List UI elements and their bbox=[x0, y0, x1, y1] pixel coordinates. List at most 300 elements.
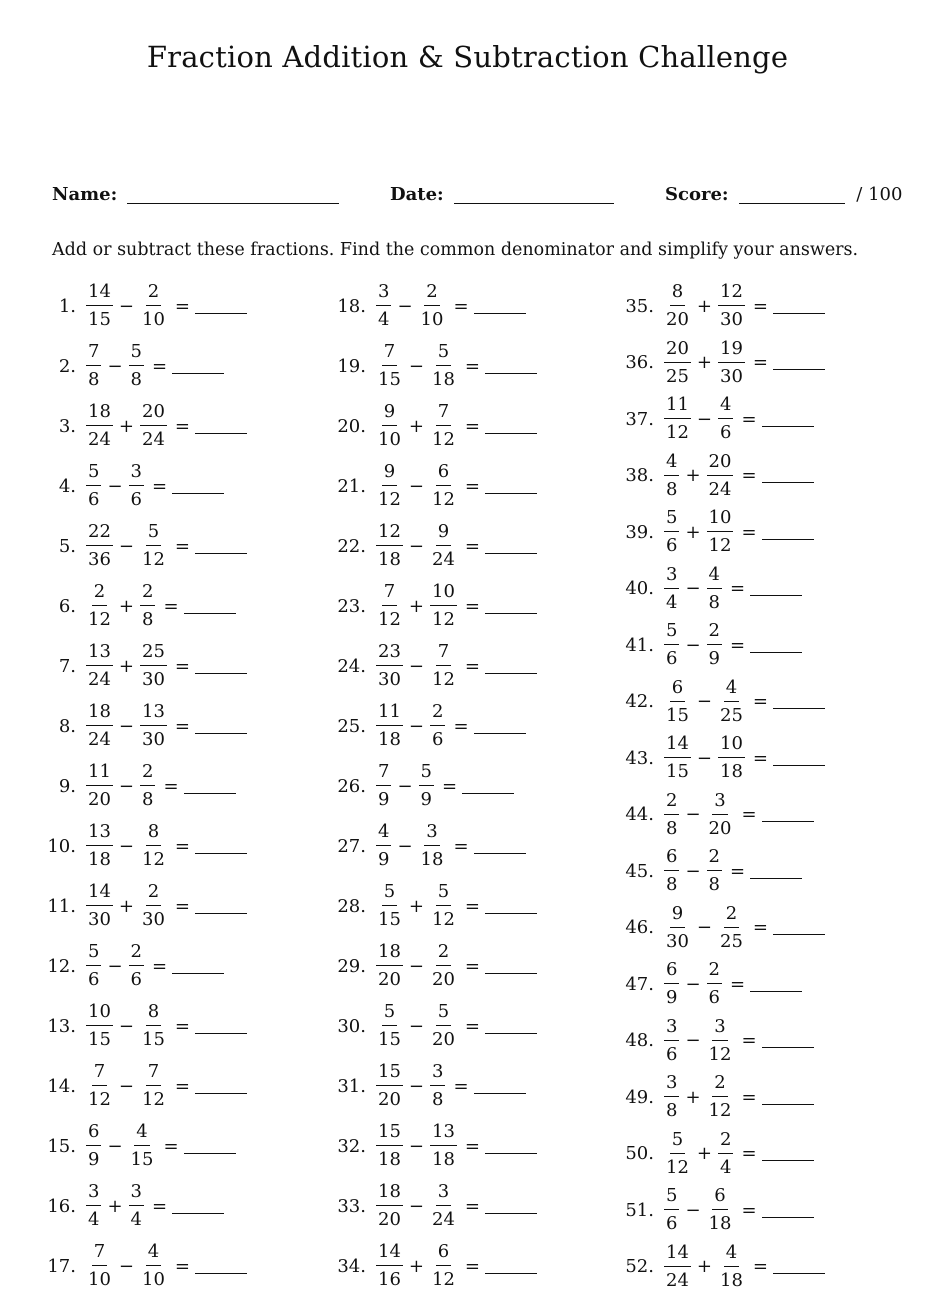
denominator: 12 bbox=[666, 1156, 689, 1178]
denominator: 10 bbox=[378, 429, 401, 450]
fraction bbox=[86, 763, 113, 809]
problem-item bbox=[320, 338, 537, 394]
problem-number: 14. bbox=[47, 1075, 76, 1097]
numerator: 14 bbox=[86, 283, 113, 306]
problem-item bbox=[320, 998, 537, 1054]
denominator: 20 bbox=[88, 789, 111, 810]
denominator: 8 bbox=[130, 369, 142, 390]
denominator: 20 bbox=[378, 969, 401, 990]
answer-blank[interactable] bbox=[485, 1019, 537, 1034]
operator: − bbox=[118, 775, 134, 797]
fraction bbox=[86, 1063, 113, 1109]
answer-blank[interactable] bbox=[762, 525, 814, 540]
denominator: 9 bbox=[708, 648, 720, 669]
problem-number: 7. bbox=[58, 655, 76, 677]
answer-blank[interactable] bbox=[172, 959, 224, 974]
operator: − bbox=[107, 355, 123, 377]
operator: − bbox=[685, 1030, 701, 1051]
operator: − bbox=[685, 634, 701, 656]
fraction bbox=[664, 622, 679, 668]
answer-blank[interactable] bbox=[172, 479, 224, 494]
problem-number: 43. bbox=[625, 747, 654, 769]
answer-blank[interactable] bbox=[773, 920, 825, 935]
denominator: 8 bbox=[88, 369, 100, 390]
denominator: 12 bbox=[142, 849, 165, 870]
denominator: 15 bbox=[378, 1029, 401, 1050]
numerator: 2 bbox=[129, 943, 144, 966]
answer-blank[interactable] bbox=[485, 539, 537, 554]
operator: − bbox=[685, 973, 701, 995]
operator: + bbox=[118, 415, 134, 437]
numerator: 9 bbox=[382, 463, 397, 486]
denominator: 4 bbox=[378, 309, 390, 330]
operator: − bbox=[118, 295, 134, 317]
operator: − bbox=[408, 955, 424, 977]
answer-blank[interactable] bbox=[773, 694, 825, 709]
operator: + bbox=[118, 895, 134, 917]
name-line[interactable] bbox=[127, 185, 339, 204]
operator: − bbox=[408, 1075, 424, 1097]
equals-sign: = bbox=[152, 475, 168, 497]
answer-blank[interactable] bbox=[184, 779, 236, 794]
denominator: 10 bbox=[142, 309, 165, 330]
answer-blank[interactable] bbox=[485, 1199, 537, 1214]
answer-blank[interactable] bbox=[762, 807, 814, 822]
problem-item bbox=[608, 617, 802, 673]
operator: − bbox=[397, 295, 413, 317]
problem-number: 45. bbox=[625, 860, 654, 882]
operator: + bbox=[685, 521, 701, 543]
answer-blank[interactable] bbox=[762, 1090, 814, 1105]
operator: − bbox=[408, 715, 424, 737]
operator: + bbox=[696, 1143, 712, 1164]
operator: − bbox=[408, 535, 424, 557]
fraction bbox=[664, 1015, 679, 1065]
numerator: 2 bbox=[140, 583, 155, 606]
problem-item bbox=[608, 1126, 814, 1182]
problem-item bbox=[30, 998, 247, 1054]
equals-sign: = bbox=[730, 973, 746, 995]
answer-blank[interactable] bbox=[762, 412, 814, 427]
numerator: 2 bbox=[664, 792, 679, 815]
problem-number: 29. bbox=[337, 955, 366, 977]
denominator: 24 bbox=[708, 478, 732, 500]
answer-blank[interactable] bbox=[485, 419, 537, 434]
denominator: 24 bbox=[142, 429, 165, 450]
fraction bbox=[718, 337, 745, 387]
fraction bbox=[707, 789, 734, 839]
numerator: 5 bbox=[436, 343, 451, 366]
equals-sign: = bbox=[442, 775, 458, 797]
equals-sign: = bbox=[174, 1015, 190, 1037]
answer-blank[interactable] bbox=[750, 977, 802, 992]
numerator: 3 bbox=[664, 1018, 679, 1041]
numerator: 5 bbox=[436, 883, 451, 906]
equals-sign: = bbox=[464, 535, 480, 557]
problem-item bbox=[320, 758, 514, 814]
problem-number: 27. bbox=[337, 835, 366, 857]
answer-blank[interactable] bbox=[462, 779, 514, 794]
denominator: 15 bbox=[88, 309, 111, 330]
fraction bbox=[664, 283, 691, 329]
fraction bbox=[376, 1243, 403, 1289]
operator: + bbox=[696, 352, 712, 373]
equals-sign: = bbox=[741, 1086, 757, 1108]
denominator: 20 bbox=[708, 817, 732, 839]
fraction bbox=[376, 763, 391, 809]
equals-sign: = bbox=[174, 415, 190, 437]
answer-blank[interactable] bbox=[762, 1203, 814, 1218]
problem-number: 12. bbox=[47, 955, 76, 977]
fraction bbox=[430, 943, 457, 989]
answer-blank[interactable] bbox=[184, 599, 236, 614]
operator: + bbox=[118, 655, 134, 677]
answer-blank[interactable] bbox=[195, 419, 247, 434]
problem-item bbox=[608, 335, 825, 391]
denominator: 18 bbox=[708, 1213, 732, 1234]
answer-blank[interactable] bbox=[195, 1019, 247, 1034]
numerator: 6 bbox=[664, 848, 679, 871]
problem-item bbox=[320, 1058, 526, 1114]
denominator: 9 bbox=[420, 789, 432, 810]
equals-sign: = bbox=[741, 465, 757, 486]
operator: − bbox=[685, 860, 701, 882]
fraction bbox=[707, 1074, 734, 1120]
numerator: 5 bbox=[664, 509, 679, 532]
problem-number: 50. bbox=[625, 1143, 654, 1164]
equals-sign: = bbox=[453, 295, 469, 317]
numerator: 7 bbox=[376, 763, 391, 786]
equals-sign: = bbox=[741, 804, 757, 825]
answer-blank[interactable] bbox=[773, 355, 825, 370]
problem-number: 32. bbox=[337, 1135, 366, 1157]
date-field[interactable] bbox=[390, 184, 614, 205]
numerator: 15 bbox=[376, 1063, 403, 1086]
answer-blank[interactable] bbox=[773, 299, 825, 314]
problem-item bbox=[30, 1238, 247, 1294]
numerator: 5 bbox=[436, 1003, 451, 1026]
numerator: 10 bbox=[430, 583, 457, 606]
fraction bbox=[430, 523, 457, 569]
fraction bbox=[86, 283, 113, 329]
problem-item bbox=[608, 1069, 814, 1125]
denominator: 4 bbox=[720, 1156, 732, 1178]
denominator: 6 bbox=[432, 729, 444, 750]
problem-item bbox=[320, 1178, 537, 1234]
problem-number: 38. bbox=[625, 465, 654, 486]
problem-number: 22. bbox=[337, 535, 366, 557]
equals-sign: = bbox=[741, 1030, 757, 1051]
denominator: 10 bbox=[420, 309, 444, 330]
equals-sign: = bbox=[464, 415, 480, 437]
problem-number: 16. bbox=[47, 1195, 76, 1217]
denominator: 6 bbox=[666, 1213, 678, 1234]
problem-number: 37. bbox=[625, 408, 654, 430]
problem-number: 11. bbox=[47, 895, 76, 917]
denominator: 30 bbox=[720, 309, 743, 330]
numerator: 18 bbox=[376, 943, 403, 966]
answer-blank[interactable] bbox=[184, 1139, 236, 1154]
operator: − bbox=[408, 475, 424, 497]
equals-sign: = bbox=[464, 1015, 480, 1037]
denominator: 12 bbox=[708, 1043, 732, 1065]
denominator: 30 bbox=[88, 909, 111, 930]
problem-item bbox=[30, 758, 236, 814]
equals-sign: = bbox=[730, 860, 746, 882]
denominator: 8 bbox=[708, 874, 720, 895]
problem-number: 4. bbox=[58, 475, 76, 497]
numerator: 8 bbox=[146, 823, 161, 846]
numerator: 7 bbox=[382, 583, 397, 606]
fraction bbox=[419, 763, 434, 809]
numerator: 6 bbox=[86, 1123, 101, 1146]
fraction bbox=[376, 1063, 403, 1109]
answer-blank[interactable] bbox=[750, 581, 802, 596]
problem-number: 25. bbox=[337, 715, 366, 737]
denominator: 15 bbox=[378, 909, 401, 930]
fraction bbox=[664, 1128, 691, 1178]
numerator: 2 bbox=[724, 905, 739, 928]
numerator: 9 bbox=[436, 523, 451, 546]
instructions: Add or subtract these fractions. Find the common denominator and simplify your answers. bbox=[52, 240, 859, 260]
numerator: 3 bbox=[376, 283, 391, 306]
denominator: 12 bbox=[708, 1100, 732, 1121]
answer-blank[interactable] bbox=[485, 479, 537, 494]
numerator: 13 bbox=[86, 643, 113, 666]
denominator: 20 bbox=[432, 969, 455, 990]
answer-blank[interactable] bbox=[485, 959, 537, 974]
denominator: 15 bbox=[666, 704, 689, 726]
score-line[interactable] bbox=[739, 185, 845, 204]
equals-sign: = bbox=[174, 295, 190, 317]
denominator: 24 bbox=[432, 549, 455, 570]
numerator: 3 bbox=[430, 1063, 445, 1086]
equals-sign: = bbox=[174, 1075, 190, 1097]
answer-blank[interactable] bbox=[762, 468, 814, 483]
operator: + bbox=[118, 595, 134, 617]
answer-blank[interactable] bbox=[172, 1199, 224, 1214]
equals-sign: = bbox=[741, 521, 757, 543]
answer-blank[interactable] bbox=[195, 719, 247, 734]
date-label: Date: bbox=[390, 184, 444, 205]
equals-sign: = bbox=[464, 355, 480, 377]
answer-blank[interactable] bbox=[195, 899, 247, 914]
fraction bbox=[664, 396, 691, 442]
problem-number: 33. bbox=[337, 1195, 366, 1217]
problem-number: 24. bbox=[337, 655, 366, 677]
numerator: 5 bbox=[419, 763, 434, 786]
denominator: 8 bbox=[666, 874, 678, 895]
numerator: 3 bbox=[712, 1018, 727, 1041]
problem-item bbox=[30, 1118, 236, 1174]
name-field[interactable] bbox=[52, 184, 339, 205]
problem-number: 26. bbox=[337, 775, 366, 797]
fraction bbox=[707, 450, 734, 500]
answer-blank[interactable] bbox=[773, 751, 825, 766]
problem-item bbox=[608, 391, 814, 447]
denominator: 20 bbox=[378, 1089, 401, 1110]
numerator: 4 bbox=[134, 1123, 149, 1146]
numerator: 13 bbox=[86, 823, 113, 846]
answer-blank[interactable] bbox=[195, 299, 247, 314]
denominator: 15 bbox=[130, 1149, 154, 1170]
numerator: 5 bbox=[382, 883, 397, 906]
problem-item bbox=[608, 1013, 814, 1069]
denominator: 18 bbox=[378, 549, 401, 570]
answer-blank[interactable] bbox=[485, 359, 537, 374]
denominator: 18 bbox=[378, 729, 401, 750]
fraction bbox=[664, 509, 679, 555]
numerator: 2 bbox=[424, 283, 439, 306]
numerator: 2 bbox=[707, 848, 722, 871]
numerator: 7 bbox=[382, 343, 397, 366]
operator: + bbox=[696, 295, 712, 317]
numerator: 7 bbox=[86, 343, 101, 366]
operator: − bbox=[685, 578, 701, 599]
answer-blank[interactable] bbox=[195, 1079, 247, 1094]
answer-blank[interactable] bbox=[195, 659, 247, 674]
problem-item bbox=[320, 458, 537, 514]
problem-item bbox=[30, 578, 236, 634]
numerator: 11 bbox=[664, 396, 691, 419]
answer-blank[interactable] bbox=[195, 539, 247, 554]
fraction bbox=[86, 1243, 113, 1289]
problem-item bbox=[30, 458, 224, 514]
denominator: 36 bbox=[88, 549, 111, 570]
numerator: 4 bbox=[724, 1244, 739, 1267]
fraction bbox=[430, 1183, 457, 1229]
answer-blank[interactable] bbox=[474, 1079, 526, 1094]
operator: − bbox=[107, 475, 123, 497]
fraction bbox=[718, 283, 745, 329]
fraction bbox=[86, 883, 113, 929]
fraction bbox=[86, 703, 113, 749]
denominator: 10 bbox=[88, 1269, 111, 1290]
fraction bbox=[664, 337, 691, 387]
numerator: 6 bbox=[712, 1187, 727, 1210]
operator: − bbox=[696, 408, 712, 430]
problem-item bbox=[30, 698, 247, 754]
answer-blank[interactable] bbox=[474, 839, 526, 854]
fraction bbox=[664, 735, 691, 781]
denominator: 12 bbox=[432, 609, 455, 630]
operator: − bbox=[685, 1199, 701, 1221]
problem-number: 47. bbox=[625, 973, 654, 995]
answer-blank[interactable] bbox=[474, 299, 526, 314]
denominator: 4 bbox=[130, 1209, 142, 1230]
answer-blank[interactable] bbox=[750, 864, 802, 879]
fraction bbox=[140, 763, 155, 809]
numerator: 5 bbox=[382, 1003, 397, 1026]
problem-item bbox=[608, 561, 802, 617]
answer-blank[interactable] bbox=[773, 1259, 825, 1274]
problem-number: 20. bbox=[337, 415, 366, 437]
operator: − bbox=[696, 747, 712, 769]
fraction bbox=[718, 1128, 733, 1178]
numerator: 11 bbox=[376, 703, 403, 726]
numerator: 5 bbox=[664, 622, 679, 645]
problem-item bbox=[320, 878, 537, 934]
numerator: 2 bbox=[146, 283, 161, 306]
numerator: 7 bbox=[146, 1063, 161, 1086]
problem-number: 48. bbox=[625, 1030, 654, 1051]
fraction bbox=[86, 403, 113, 449]
problem-number: 42. bbox=[625, 691, 654, 712]
answer-blank[interactable] bbox=[762, 1033, 814, 1048]
denominator: 12 bbox=[88, 1089, 111, 1110]
numerator: 6 bbox=[436, 1243, 451, 1266]
denominator: 8 bbox=[666, 1100, 678, 1121]
answer-blank[interactable] bbox=[485, 599, 537, 614]
fraction bbox=[707, 563, 722, 613]
answer-blank[interactable] bbox=[485, 1259, 537, 1274]
fraction bbox=[430, 583, 457, 629]
numerator: 14 bbox=[376, 1243, 403, 1266]
denominator: 30 bbox=[720, 365, 743, 387]
problem-number: 13. bbox=[47, 1015, 76, 1037]
fraction bbox=[376, 883, 403, 929]
fraction bbox=[718, 1241, 745, 1291]
denominator: 12 bbox=[142, 1089, 165, 1110]
equals-sign: = bbox=[174, 535, 190, 557]
denominator: 30 bbox=[666, 930, 689, 952]
denominator: 9 bbox=[666, 987, 678, 1008]
answer-blank[interactable] bbox=[172, 359, 224, 374]
answer-blank[interactable] bbox=[195, 839, 247, 854]
problem-item bbox=[30, 338, 224, 394]
fraction bbox=[664, 961, 679, 1007]
problem-item bbox=[30, 818, 247, 874]
problem-item bbox=[320, 638, 537, 694]
equals-sign: = bbox=[174, 715, 190, 737]
fraction bbox=[376, 823, 391, 869]
denominator: 12 bbox=[432, 909, 455, 930]
fraction bbox=[86, 463, 101, 509]
numerator: 10 bbox=[707, 509, 734, 532]
equals-sign: = bbox=[464, 955, 480, 977]
fraction bbox=[430, 1003, 457, 1049]
problem-item bbox=[30, 878, 247, 934]
answer-blank[interactable] bbox=[485, 899, 537, 914]
answer-blank[interactable] bbox=[474, 719, 526, 734]
score-field[interactable] bbox=[665, 184, 902, 205]
fraction bbox=[86, 1123, 101, 1169]
answer-blank[interactable] bbox=[762, 1146, 814, 1161]
numerator: 2 bbox=[707, 961, 722, 984]
equals-sign: = bbox=[752, 747, 768, 769]
problem-item bbox=[608, 900, 825, 956]
date-line[interactable] bbox=[454, 185, 614, 204]
answer-blank[interactable] bbox=[750, 638, 802, 653]
answer-blank[interactable] bbox=[195, 1259, 247, 1274]
operator: + bbox=[408, 595, 424, 617]
fraction bbox=[718, 902, 745, 952]
equals-sign: = bbox=[453, 1075, 469, 1097]
problem-item bbox=[30, 1058, 247, 1114]
answer-blank[interactable] bbox=[485, 659, 537, 674]
student-info-row bbox=[0, 184, 935, 214]
equals-sign: = bbox=[464, 475, 480, 497]
equals-sign: = bbox=[730, 634, 746, 656]
numerator: 20 bbox=[664, 340, 691, 363]
answer-blank[interactable] bbox=[485, 1139, 537, 1154]
problem-number: 39. bbox=[625, 521, 654, 543]
equals-sign: = bbox=[152, 955, 168, 977]
numerator: 3 bbox=[664, 1074, 679, 1097]
operator: − bbox=[408, 1015, 424, 1037]
denominator: 18 bbox=[378, 1149, 401, 1170]
denominator: 6 bbox=[666, 1043, 678, 1065]
